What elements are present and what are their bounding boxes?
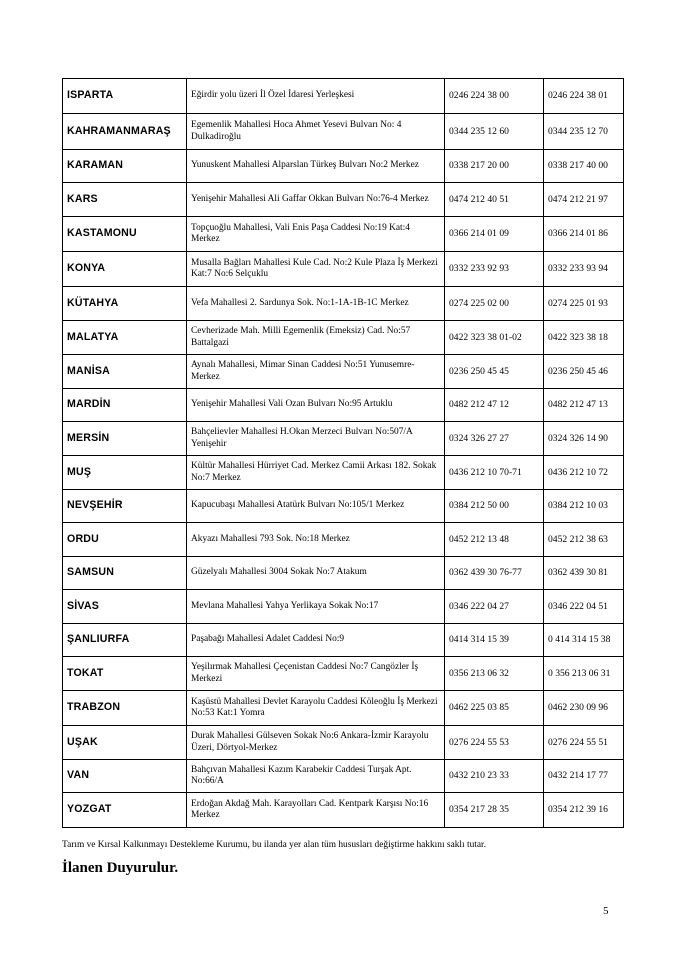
phone-number: 0366 214 01 09 [445, 217, 544, 252]
office-address: Kültür Mahallesi Hürriyet Cad. Merkez Camii Arkası 182. Sokak No:7 Merkez [187, 456, 445, 490]
city-name: MALATYA [63, 321, 187, 355]
city-name: KAHRAMANMARAŞ [63, 114, 187, 150]
office-contact-table [62, 78, 624, 828]
city-name: ISPARTA [63, 79, 187, 114]
office-address: Yunuskent Mahallesi Alparslan Türkeş Bulvarı No:2 Merkez [187, 150, 445, 183]
city-name: MERSİN [63, 422, 187, 456]
office-address: Egemenlik Mahallesi Hoca Ahmet Yesevi Bulvarı No: 4 Dulkadiroğlu [187, 114, 445, 150]
office-address: Aynalı Mahallesi, Mimar Sinan Caddesi No:51 Yunusemre-Merkez [187, 355, 445, 389]
phone-number: 0236 250 45 45 [445, 355, 544, 389]
office-address: Kapucubaşı Mahallesi Atatürk Bulvarı No:105/1 Merkez [187, 490, 445, 523]
fax-number: 0366 214 01 86 [544, 217, 624, 252]
city-name: TRABZON [63, 691, 187, 726]
fax-number: 0354 212 39 16 [544, 793, 624, 828]
table-row [63, 793, 624, 828]
city-name: YOZGAT [63, 793, 187, 828]
table-row [63, 422, 624, 456]
office-address: Yenişehir Mahallesi Vali Ozan Bulvarı No:95 Artuklu [187, 389, 445, 422]
footer-note: Tarım ve Kırsal Kalkınmayı Destekleme Kurumu, bu ilanda yer alan tüm hususları değiştirme hakkını saklı tutar. [62, 840, 486, 850]
announcement-heading: İlanen Duyurulur. [62, 860, 179, 876]
phone-number: 0452 212 13 48 [445, 523, 544, 557]
phone-number: 0384 212 50 00 [445, 490, 544, 523]
fax-number: 0384 212 10 03 [544, 490, 624, 523]
fax-number: 0344 235 12 70 [544, 114, 624, 150]
phone-number: 0362 439 30 76-77 [445, 557, 544, 590]
city-name: SİVAS [63, 590, 187, 624]
office-address: Mevlana Mahallesi Yahya Yerlikaya Sokak No:17 [187, 590, 445, 624]
office-address: Yenişehir Mahallesi Ali Gaffar Okkan Bulvarı No:76-4 Merkez [187, 183, 445, 217]
phone-number: 0246 224 38 00 [445, 79, 544, 114]
fax-number: 0274 225 01 93 [544, 287, 624, 321]
office-address: Bahçelievler Mahallesi H.Okan Merzeci Bulvarı No:507/A Yenişehir [187, 422, 445, 456]
phone-number: 0474 212 40 51 [445, 183, 544, 217]
phone-number: 0274 225 02 00 [445, 287, 544, 321]
office-table-body [63, 79, 624, 828]
phone-number: 0356 213 06 32 [445, 657, 544, 691]
fax-number: 0 356 213 06 31 [544, 657, 624, 691]
fax-number: 0332 233 93 94 [544, 252, 624, 287]
city-name: KARS [63, 183, 187, 217]
fax-number: 0436 212 10 72 [544, 456, 624, 490]
phone-number: 0482 212 47 12 [445, 389, 544, 422]
phone-number: 0346 222 04 27 [445, 590, 544, 624]
fax-number: 0452 212 38 63 [544, 523, 624, 557]
fax-number: 0246 224 38 01 [544, 79, 624, 114]
table-row [63, 557, 624, 590]
phone-number: 0324 326 27 27 [445, 422, 544, 456]
table-row [63, 150, 624, 183]
table-row [63, 523, 624, 557]
fax-number: 0236 250 45 46 [544, 355, 624, 389]
office-address: Cevherizade Mah. Milli Egemenlik (Emeksiz) Cad. No:57 Battalgazi [187, 321, 445, 355]
table-row [63, 389, 624, 422]
table-row [63, 657, 624, 691]
city-name: KARAMAN [63, 150, 187, 183]
office-address: Musalla Bağları Mahallesi Kule Cad. No:2 Kule Plaza İş Merkezi Kat:7 No:6 Selçuklu [187, 252, 445, 287]
table-row [63, 79, 624, 114]
table-row [63, 726, 624, 760]
fax-number: 0474 212 21 97 [544, 183, 624, 217]
city-name: KONYA [63, 252, 187, 287]
table-row [63, 691, 624, 726]
office-address: Topçuoğlu Mahallesi, Vali Enis Paşa Caddesi No:19 Kat:4 Merkez [187, 217, 445, 252]
city-name: MANİSA [63, 355, 187, 389]
table-row [63, 114, 624, 150]
table-row [63, 355, 624, 389]
phone-number: 0332 233 92 93 [445, 252, 544, 287]
office-address: Yeşilırmak Mahallesi Çeçenistan Caddesi No:7 Cangözler İş Merkezi [187, 657, 445, 691]
table-row [63, 624, 624, 657]
fax-number: 0362 439 30 81 [544, 557, 624, 590]
phone-number: 0276 224 55 53 [445, 726, 544, 760]
office-address: Durak Mahallesi Gülseven Sokak No:6 Ankara-İzmir Karayolu Üzeri, Dörtyol-Merkez [187, 726, 445, 760]
table-row [63, 490, 624, 523]
fax-number: 0346 222 04 51 [544, 590, 624, 624]
phone-number: 0354 217 28 35 [445, 793, 544, 828]
city-name: VAN [63, 760, 187, 793]
city-name: ORDU [63, 523, 187, 557]
office-address: Eğirdir yolu üzeri İl Özel İdaresi Yerleşkesi [187, 79, 445, 114]
office-address: Kaşüstü Mahallesi Devlet Karayolu Caddesi Köleoğlu İş Merkezi No:53 Kat:1 Yomra [187, 691, 445, 726]
phone-number: 0422 323 38 01-02 [445, 321, 544, 355]
table-row [63, 760, 624, 793]
city-name: KÜTAHYA [63, 287, 187, 321]
table-row [63, 217, 624, 252]
fax-number: 0338 217 40 00 [544, 150, 624, 183]
city-name: MARDİN [63, 389, 187, 422]
phone-number: 0432 210 23 33 [445, 760, 544, 793]
fax-number: 0462 230 09 96 [544, 691, 624, 726]
city-name: UŞAK [63, 726, 187, 760]
table-row [63, 456, 624, 490]
table-row [63, 287, 624, 321]
fax-number: 0276 224 55 51 [544, 726, 624, 760]
office-address: Erdoğan Akdağ Mah. Karayolları Cad. Kentpark Karşısı No:16 Merkez [187, 793, 445, 828]
fax-number: 0324 326 14 90 [544, 422, 624, 456]
office-address: Güzelyalı Mahallesi 3004 Sokak No:7 Atakum [187, 557, 445, 590]
office-address: Paşabağı Mahallesi Adalet Caddesi No:9 [187, 624, 445, 657]
fax-number: 0422 323 38 18 [544, 321, 624, 355]
phone-number: 0344 235 12 60 [445, 114, 544, 150]
page-number: 5 [603, 905, 609, 917]
phone-number: 0436 212 10 70-71 [445, 456, 544, 490]
table-row [63, 252, 624, 287]
fax-number: 0432 214 17 77 [544, 760, 624, 793]
fax-number: 0482 212 47 13 [544, 389, 624, 422]
phone-number: 0414 314 15 39 [445, 624, 544, 657]
table-row [63, 183, 624, 217]
fax-number: 0 414 314 15 38 [544, 624, 624, 657]
phone-number: 0462 225 03 85 [445, 691, 544, 726]
office-address: Akyazı Mahallesi 793 Sok. No:18 Merkez [187, 523, 445, 557]
city-name: MUŞ [63, 456, 187, 490]
city-name: KASTAMONU [63, 217, 187, 252]
city-name: SAMSUN [63, 557, 187, 590]
table-row [63, 321, 624, 355]
city-name: TOKAT [63, 657, 187, 691]
table-row [63, 590, 624, 624]
office-address: Vefa Mahallesi 2. Sardunya Sok. No:1-1A-1B-1C Merkez [187, 287, 445, 321]
office-address: Bahçıvan Mahallesi Kazım Karabekir Caddesi Turşak Apt. No:66/A [187, 760, 445, 793]
city-name: ŞANLIURFA [63, 624, 187, 657]
city-name: NEVŞEHİR [63, 490, 187, 523]
phone-number: 0338 217 20 00 [445, 150, 544, 183]
